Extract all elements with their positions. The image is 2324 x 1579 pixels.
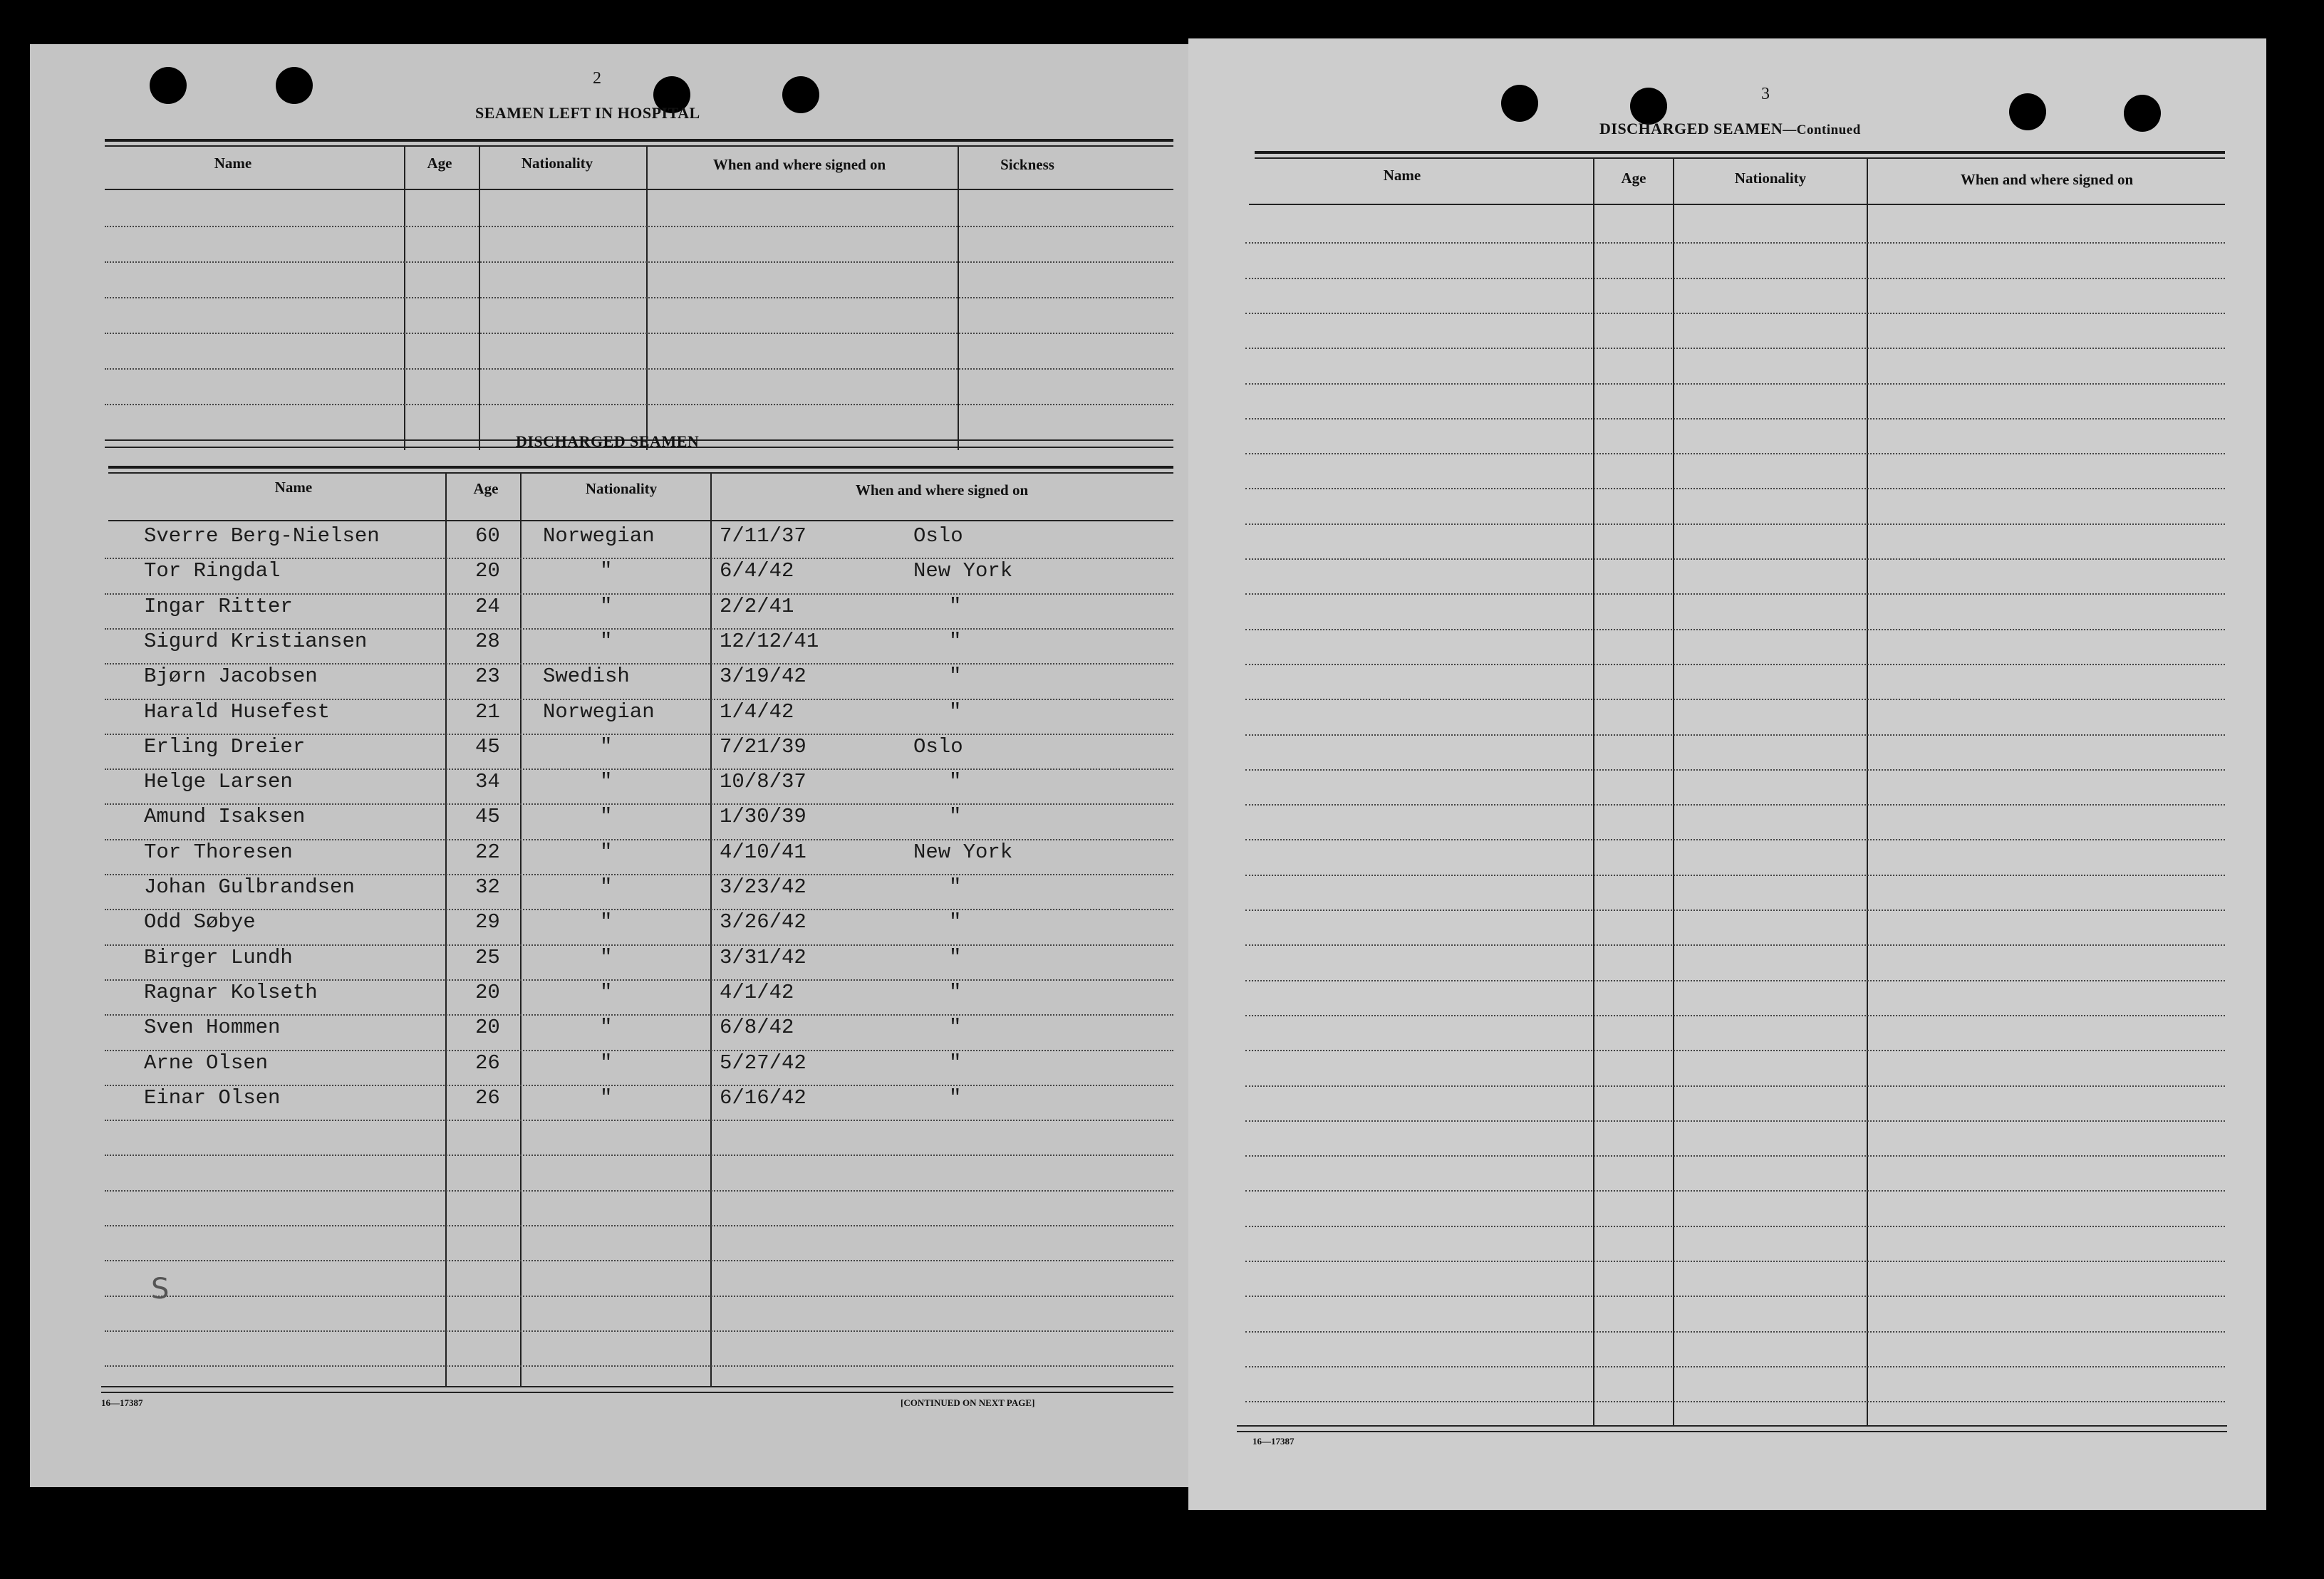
dotted-rule [105, 1260, 1173, 1261]
dotted-rule [1245, 839, 2225, 840]
dotted-rule [1245, 1155, 2225, 1157]
dotted-rule [1245, 418, 2225, 419]
table-row [30, 735, 1170, 768]
seaman-age: 21 [475, 700, 500, 724]
punch-hole [276, 67, 313, 104]
table-rule [105, 145, 1173, 147]
signed-on-place: Oslo [913, 524, 963, 548]
seaman-age: 25 [475, 946, 500, 969]
seaman-nationality: " [600, 805, 613, 828]
seaman-age: 26 [475, 1086, 500, 1110]
dotted-rule [1245, 383, 2225, 385]
signed-on-place: " [949, 770, 962, 793]
signed-on-place: " [949, 700, 962, 724]
seaman-name: Sverre Berg-Nielsen [144, 524, 380, 548]
seaman-nationality: " [600, 735, 613, 759]
punch-hole [2009, 93, 2046, 130]
seaman-name: Helge Larsen [144, 770, 293, 793]
dotted-rule [1245, 1401, 2225, 1402]
dotted-rule [105, 333, 1173, 334]
signed-on-date: 3/19/42 [720, 665, 806, 688]
page-number: 2 [593, 69, 601, 88]
seaman-nationality: " [600, 840, 613, 864]
signed-on-date: 12/12/41 [720, 630, 819, 653]
dotted-rule [105, 1365, 1173, 1367]
dotted-rule [1245, 488, 2225, 489]
dotted-rule [1245, 1261, 2225, 1262]
seaman-name: Erling Dreier [144, 735, 306, 759]
left-page [30, 44, 1188, 1487]
table-row [30, 524, 1170, 557]
dotted-rule [1245, 523, 2225, 525]
signed-on-date: 4/1/42 [720, 981, 794, 1004]
dotted-rule [1245, 242, 2225, 244]
seaman-name: Sigurd Kristiansen [144, 630, 368, 653]
signed-on-date: 3/31/42 [720, 946, 806, 969]
table-row [30, 875, 1170, 908]
dotted-rule [105, 404, 1173, 405]
table-row [30, 981, 1170, 1013]
seaman-name: Ingar Ritter [144, 595, 293, 618]
seaman-age: 20 [475, 981, 500, 1004]
seaman-name: Einar Olsen [144, 1086, 281, 1110]
signed-on-place: " [949, 665, 962, 688]
dotted-rule [1245, 1296, 2225, 1297]
table-rule [105, 139, 1173, 142]
col-header-nationality: Nationality [585, 480, 658, 497]
signed-on-date: 6/8/42 [720, 1016, 794, 1039]
signed-on-place: " [949, 946, 962, 969]
seaman-name: Harald Husefest [144, 700, 331, 724]
seaman-name: Bjørn Jacobsen [144, 665, 318, 688]
col-header-age: Age [1621, 170, 1646, 187]
dotted-rule [1245, 1366, 2225, 1367]
signed-on-date: 3/26/42 [720, 910, 806, 934]
dotted-rule [1245, 593, 2225, 595]
table-rule [108, 466, 1173, 469]
table-rule [108, 520, 1173, 521]
col-header-signed-on: When and where signed on [712, 156, 886, 173]
signed-on-date: 7/21/39 [720, 735, 806, 759]
seaman-name: Tor Ringdal [144, 559, 281, 583]
signed-on-place: " [949, 1086, 962, 1110]
col-header-nationality: Nationality [521, 155, 593, 172]
section-title-main: DISCHARGED SEAMEN [1599, 120, 1783, 137]
dotted-rule [1245, 278, 2225, 279]
dotted-rule [1245, 699, 2225, 700]
signed-on-place: " [949, 1016, 962, 1039]
table-rule [1237, 1431, 2227, 1432]
seaman-nationality: Norwegian [543, 524, 655, 548]
dotted-rule [1245, 910, 2225, 911]
seaman-name: Ragnar Kolseth [144, 981, 318, 1004]
col-header-name: Name [1383, 167, 1421, 184]
table-rule [108, 472, 1173, 474]
table-rule [105, 189, 1173, 190]
seaman-name: Arne Olsen [144, 1051, 269, 1075]
page-number: 3 [1761, 85, 1770, 103]
seaman-nationality: " [600, 770, 613, 793]
seaman-age: 28 [475, 630, 500, 653]
signed-on-place: " [949, 805, 962, 828]
seaman-nationality: " [600, 630, 613, 653]
signed-on-place: " [949, 910, 962, 934]
seaman-name: Birger Lundh [144, 946, 293, 969]
signed-on-date: 10/8/37 [720, 770, 806, 793]
form-number: 16—17387 [1252, 1436, 1295, 1447]
col-header-name: Name [214, 155, 252, 172]
dotted-rule [105, 1296, 1173, 1297]
seaman-nationality: Norwegian [543, 700, 655, 724]
seaman-name: Tor Thoresen [144, 840, 293, 864]
dotted-rule [1245, 980, 2225, 981]
table-row [30, 700, 1170, 733]
table-rule [101, 1392, 1173, 1393]
dotted-rule [105, 1120, 1173, 1121]
table-row [30, 770, 1170, 803]
seaman-name: Sven Hommen [144, 1016, 281, 1039]
margin-mark: S [151, 1273, 170, 1306]
seaman-name: Johan Gulbrandsen [144, 875, 355, 899]
signed-on-place: " [949, 595, 962, 618]
col-header-name: Name [274, 479, 313, 496]
seaman-nationality: " [600, 910, 613, 934]
signed-on-place: " [949, 1051, 962, 1075]
seaman-name: Amund Isaksen [144, 805, 306, 828]
dotted-rule [105, 226, 1173, 227]
seaman-age: 23 [475, 665, 500, 688]
seaman-age: 20 [475, 559, 500, 583]
dotted-rule [105, 1330, 1173, 1332]
seaman-age: 45 [475, 805, 500, 828]
section-title [1599, 120, 1861, 138]
table-rule [1249, 204, 2225, 205]
seaman-nationality: " [600, 559, 613, 583]
signed-on-date: 2/2/41 [720, 595, 794, 618]
signed-on-place: " [949, 630, 962, 653]
discharged-section-title: DISCHARGED SEAMEN [516, 432, 700, 450]
right-page [1188, 38, 2266, 1510]
seaman-age: 24 [475, 595, 500, 618]
table-row [30, 559, 1170, 592]
signed-on-date: 5/27/42 [720, 1051, 806, 1075]
continued-note: [CONTINUED ON NEXT PAGE] [901, 1397, 1035, 1408]
signed-on-date: 4/10/41 [720, 840, 806, 864]
seaman-nationality: " [600, 946, 613, 969]
dotted-rule [1245, 1085, 2225, 1087]
table-row [30, 910, 1170, 943]
dotted-rule [1245, 1226, 2225, 1227]
dotted-rule [1245, 804, 2225, 806]
seaman-age: 22 [475, 840, 500, 864]
table-row [30, 805, 1170, 838]
signed-on-date: 1/30/39 [720, 805, 806, 828]
dotted-rule [105, 261, 1173, 263]
dotted-rule [105, 297, 1173, 298]
dotted-rule [1245, 1120, 2225, 1122]
dotted-rule [1245, 1190, 2225, 1192]
col-header-signed-on: When and where signed on [855, 481, 1029, 499]
punch-hole [2124, 95, 2161, 132]
signed-on-place: New York [913, 559, 1013, 583]
col-header-signed-on: When and where signed on [1960, 171, 2134, 188]
seaman-nationality: " [600, 875, 613, 899]
signed-on-place: New York [913, 840, 1013, 864]
signed-on-date: 6/16/42 [720, 1086, 806, 1110]
dotted-rule [1245, 1050, 2225, 1051]
punch-hole [150, 67, 187, 104]
table-row [30, 1086, 1170, 1119]
seaman-age: 34 [475, 770, 500, 793]
dotted-rule [1245, 313, 2225, 314]
seaman-age: 32 [475, 875, 500, 899]
seaman-nationality: " [600, 1016, 613, 1039]
dotted-rule [1245, 348, 2225, 349]
table-row [30, 1051, 1170, 1084]
signed-on-place: Oslo [913, 735, 963, 759]
dotted-rule [1245, 558, 2225, 560]
dotted-rule [1245, 734, 2225, 736]
signed-on-date: 3/23/42 [720, 875, 806, 899]
hospital-section-title: SEAMEN LEFT IN HOSPITAL [475, 104, 700, 122]
seaman-nationality: " [600, 1051, 613, 1075]
seaman-age: 60 [475, 524, 500, 548]
punch-hole [782, 76, 819, 113]
table-rule [101, 1386, 1173, 1387]
dotted-rule [1245, 1015, 2225, 1016]
table-row [30, 665, 1170, 697]
table-rule [1255, 157, 2225, 159]
table-row [30, 946, 1170, 979]
seaman-nationality: Swedish [543, 665, 630, 688]
seaman-age: 20 [475, 1016, 500, 1039]
dotted-rule [105, 1155, 1173, 1156]
seaman-nationality: " [600, 595, 613, 618]
dotted-rule [105, 368, 1173, 370]
dotted-rule [1245, 1331, 2225, 1333]
table-rule [1255, 151, 2225, 154]
dotted-rule [1245, 453, 2225, 454]
table-rule [1237, 1425, 2227, 1427]
seaman-nationality: " [600, 981, 613, 1004]
seaman-age: 45 [475, 735, 500, 759]
signed-on-date: 6/4/42 [720, 559, 794, 583]
signed-on-date: 7/11/37 [720, 524, 806, 548]
dotted-rule [1245, 944, 2225, 946]
col-header-sickness: Sickness [1000, 156, 1054, 173]
dotted-rule [105, 1190, 1173, 1192]
signed-on-place: " [949, 981, 962, 1004]
table-row [30, 630, 1170, 662]
col-header-age: Age [427, 155, 452, 172]
form-number: 16—17387 [101, 1397, 143, 1408]
table-row [30, 840, 1170, 873]
dotted-rule [1245, 875, 2225, 876]
section-title-continued: —Continued [1783, 123, 1861, 137]
dotted-rule [105, 1225, 1173, 1226]
seaman-age: 26 [475, 1051, 500, 1075]
signed-on-place: " [949, 875, 962, 899]
seaman-name: Odd Søbye [144, 910, 256, 934]
table-row [30, 1016, 1170, 1048]
seaman-age: 29 [475, 910, 500, 934]
seaman-nationality: " [600, 1086, 613, 1110]
dotted-rule [1245, 769, 2225, 771]
punch-hole [1501, 85, 1538, 122]
table-row [30, 595, 1170, 627]
signed-on-date: 1/4/42 [720, 700, 794, 724]
col-header-age: Age [473, 480, 499, 497]
dotted-rule [1245, 664, 2225, 665]
col-header-nationality: Nationality [1734, 170, 1807, 187]
dotted-rule [1245, 629, 2225, 630]
